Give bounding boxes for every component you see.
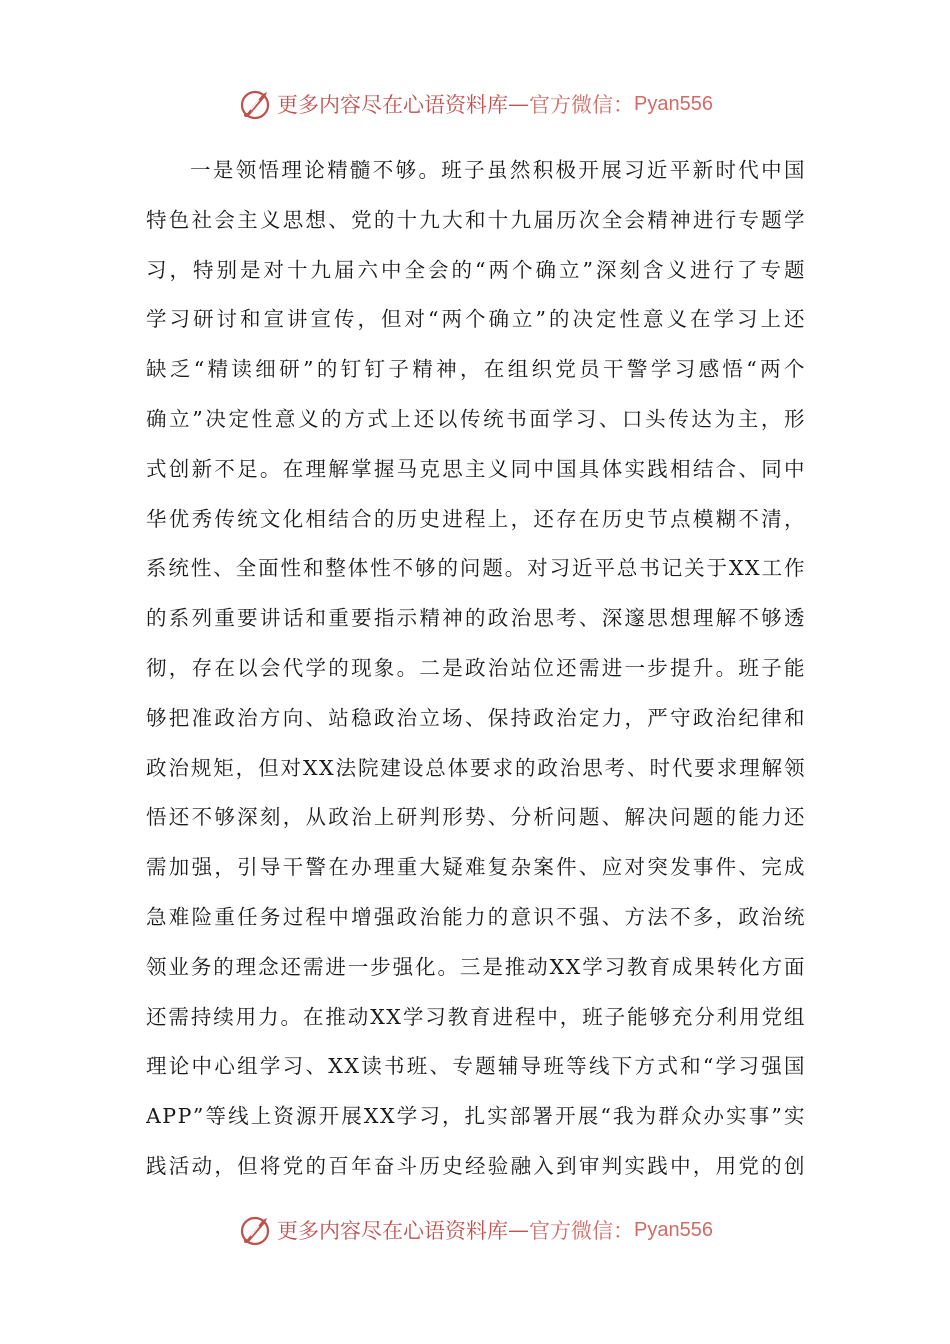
quill-pen-circle-icon — [237, 86, 273, 122]
body-line: 确立”决定性意义的方式上还以传统书面学习、口头传达为主，形 — [146, 406, 806, 431]
body-paragraph — [146, 146, 806, 1192]
body-line: 需加强，引导干警在办理重大疑难复杂案件、应对突发事件、完成 — [146, 855, 806, 880]
body-line: 还需持续用力。在推动XX学习教育进程中，班子能够充分利用党组 — [146, 1004, 806, 1029]
body-line: 急难险重任务过程中增强政治能力的意识不强、方法不多，政治统 — [146, 904, 806, 929]
banner-wechat-label: 官方微信： — [529, 1219, 635, 1243]
body-line: 悟还不够深刻，从政治上研判形势、分析问题、解决问题的能力还 — [146, 805, 806, 830]
body-line: 践活动，但将党的百年奋斗历史经验融入到审判实践中，用党的创 — [146, 1153, 806, 1178]
body-line: 领业务的理念还需进一步强化。三是推动XX学习教育成果转化方面 — [146, 954, 806, 979]
body-line: 彻，存在以会代学的现象。二是政治站位还需进一步提升。班子能 — [146, 655, 806, 680]
banner-dash: — — [508, 1218, 530, 1242]
banner-site-name: 更多内容尽在心语资料库 — [277, 1219, 509, 1243]
body-line: 习，特别是对十九届六中全会的“两个确立”深刻含义进行了专题 — [146, 257, 806, 282]
banner-wechat-id: Pyan556 — [634, 1218, 713, 1241]
body-line: 一是领悟理论精髓不够。班子虽然积极开展习近平新时代中国 — [190, 158, 806, 182]
body-line: 华优秀传统文化相结合的历史进程上，还存在历史节点模糊不清， — [146, 506, 806, 531]
footer-watermark-banner — [0, 1210, 950, 1250]
header-watermark-banner — [0, 84, 950, 124]
banner-site-name: 更多内容尽在心语资料库 — [277, 93, 509, 117]
body-line: 够把准政治方向、站稳政治立场、保持政治定力，严守政治纪律和 — [146, 705, 806, 730]
banner-wechat-id: Pyan556 — [634, 92, 713, 115]
body-line: 特色社会主义思想、党的十九大和十九届历次全会精神进行专题学 — [146, 207, 806, 232]
body-line: 式创新不足。在理解掌握马克思主义同中国具体实践相结合、同中 — [146, 456, 806, 481]
body-line: 缺乏“精读细研”的钉钉子精神，在组织党员干警学习感悟“两个 — [146, 357, 806, 382]
body-line: 理论中心组学习、XX读书班、专题辅导班等线下方式和“学习强国 — [146, 1054, 806, 1079]
quill-pen-circle-icon — [237, 1212, 273, 1248]
body-line: APP”等线上资源开展XX学习，扎实部署开展“我为群众办实事”实 — [146, 1104, 806, 1129]
body-line: 的系列重要讲话和重要指示精神的政治思考、深邃思想理解不够透 — [146, 606, 806, 631]
banner-wechat-label: 官方微信： — [529, 93, 635, 117]
body-line: 政治规矩，但对XX法院建设总体要求的政治思考、时代要求理解领 — [146, 755, 806, 780]
body-line: 学习研讨和宣讲宣传，但对“两个确立”的决定性意义在学习上还 — [146, 307, 806, 332]
body-line: 系统性、全面性和整体性不够的问题。对习近平总书记关于XX工作 — [146, 556, 806, 581]
banner-dash: — — [508, 92, 530, 116]
